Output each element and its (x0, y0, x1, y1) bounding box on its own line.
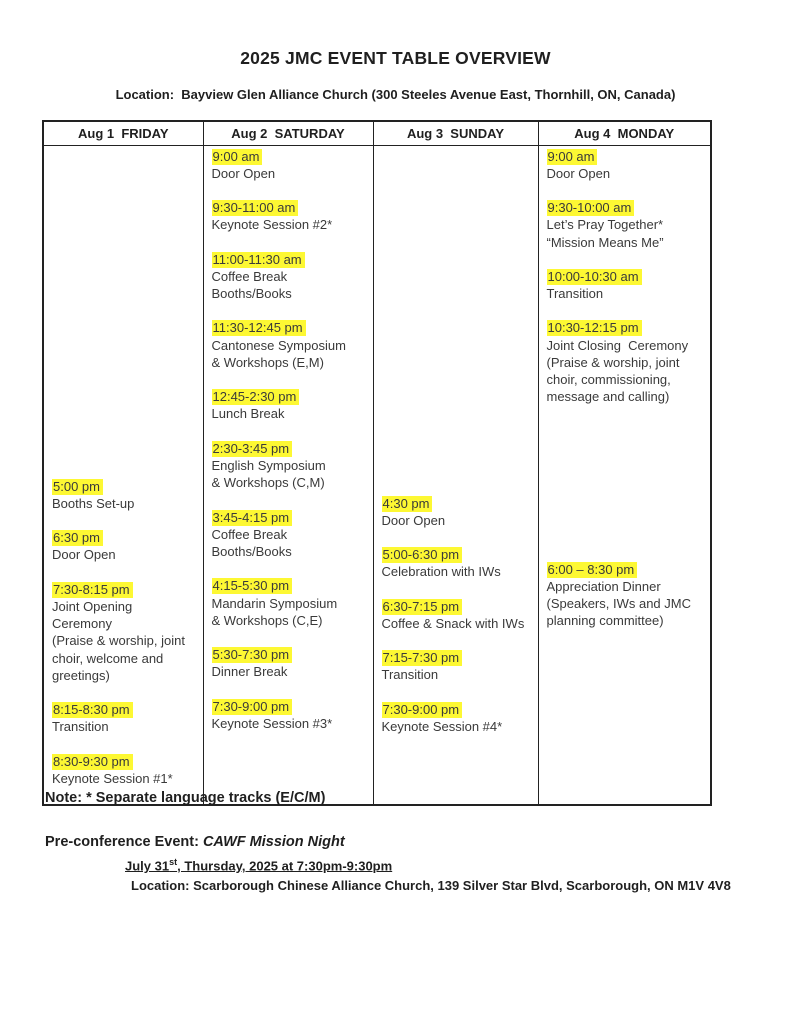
day-column-sunday (373, 145, 538, 805)
event-block (547, 319, 706, 405)
event-time-highlight: 9:00 am (212, 149, 263, 165)
event-block (547, 561, 706, 630)
preconference-heading (45, 834, 345, 850)
event-time-highlight: 8:30-9:30 pm (52, 754, 133, 770)
event-time-line (547, 561, 706, 578)
event-description-line: Door Open (546, 165, 611, 181)
event-time-line (382, 598, 533, 615)
event-block (547, 199, 706, 251)
event-time-line (382, 649, 533, 666)
event-block (212, 646, 368, 680)
event-block (212, 440, 368, 492)
preconference-label: Pre-conference Event: (45, 834, 203, 850)
event-block (382, 495, 533, 529)
event-time-line (212, 698, 368, 715)
event-description-line: & Workshops (C,E) (211, 612, 323, 628)
event-description-line: choir, commissioning, (546, 372, 671, 388)
event-time-highlight: 2:30-3:45 pm (212, 441, 293, 457)
table-body-row (43, 145, 711, 805)
event-time-highlight: 7:30-8:15 pm (52, 582, 133, 598)
event-location-line: Location: Bayview Glen Alliance Church (300 Steeles Avenue East, Thornhill, ON, Canada) (115, 87, 676, 102)
event-description-line: “Mission Means Me” (546, 234, 664, 250)
event-time-line (212, 319, 368, 336)
event-description-line: (Praise & worship, joint (546, 354, 680, 370)
event-block (52, 529, 198, 563)
event-block (212, 509, 368, 561)
event-block (382, 598, 533, 632)
event-time-highlight: 10:00-10:30 am (547, 269, 642, 285)
event-description-line: Transition (381, 667, 439, 683)
event-time-highlight: 4:30 pm (382, 496, 433, 512)
event-time-line (212, 251, 368, 268)
event-block (547, 268, 706, 302)
event-description-line: message and calling) (546, 389, 670, 405)
event-time-highlight: 4:15-5:30 pm (212, 578, 293, 594)
event-time-line (547, 319, 706, 336)
event-block (212, 388, 368, 422)
preconference-date-prefix: July 31 (125, 858, 170, 874)
preconference-event-name: CAWF Mission Night (202, 834, 345, 850)
event-description-line: (Speakers, IWs and JMC (546, 595, 691, 611)
event-time-highlight: 6:30 pm (52, 530, 103, 546)
event-description-line: Keynote Session #2* (211, 217, 333, 233)
event-block (212, 148, 368, 182)
event-time-highlight: 11:30-12:45 pm (212, 320, 306, 336)
event-description-line: Keynote Session #3* (211, 716, 333, 732)
column-header-friday: Aug 1 FRIDAY (43, 121, 203, 145)
event-description-line: Mandarin Symposium (211, 595, 338, 611)
event-description-line: Joint Closing Ceremony (546, 337, 689, 353)
event-time-line (212, 577, 368, 594)
event-block (52, 701, 198, 735)
event-time-highlight: 3:45-4:15 pm (212, 510, 293, 526)
event-time-line (52, 529, 198, 546)
page-title: 2025 JMC EVENT TABLE OVERVIEW (240, 48, 551, 68)
event-description-line: Coffee Break (211, 268, 288, 284)
event-time-line (382, 495, 533, 512)
preconference-location: Location: Scarborough Chinese Alliance Church, 139 Silver Star Blvd, Scarborough, ON M1V 4V8 (131, 878, 731, 893)
day-column-monday (538, 145, 711, 805)
event-time-highlight: 9:30-10:00 am (547, 200, 635, 216)
event-time-highlight: 10:30-12:15 pm (547, 320, 642, 336)
event-time-line (547, 199, 706, 216)
event-description-line: Appreciation Dinner (546, 578, 661, 594)
column-header-sunday: Aug 3 SUNDAY (373, 121, 538, 145)
event-description-line: Coffee & Snack with IWs (381, 615, 525, 631)
event-block (212, 577, 368, 629)
event-description-line: Transition (546, 286, 604, 302)
event-time-highlight: 7:15-7:30 pm (382, 650, 463, 666)
event-description-line: Booths/Books (211, 286, 292, 302)
event-description-line: greetings) (52, 667, 110, 683)
event-time-line (382, 546, 533, 563)
event-table (42, 120, 712, 806)
event-description-line: Booths Set-up (52, 495, 135, 511)
event-description-line: Joint Opening (52, 598, 133, 614)
note-line: Note: * Separate language tracks (E/C/M) (45, 790, 326, 806)
event-time-highlight: 9:30-11:00 am (212, 200, 299, 216)
event-time-highlight: 5:00-6:30 pm (382, 547, 463, 563)
event-time-line (52, 753, 198, 770)
event-time-line (212, 148, 368, 165)
event-description-line: Door Open (52, 547, 116, 563)
event-block (382, 546, 533, 580)
event-description-line: Celebration with IWs (381, 564, 501, 580)
event-description-line: Cantonese Symposium (211, 337, 346, 353)
preconference-date (125, 857, 392, 873)
event-time-line (547, 148, 706, 165)
event-time-line (52, 581, 198, 598)
event-time-line (212, 440, 368, 457)
event-block (52, 753, 198, 787)
event-description-line: Door Open (381, 512, 446, 528)
event-time-line (382, 701, 533, 718)
event-description-line: Coffee Break (211, 526, 288, 542)
event-time-highlight: 11:00-11:30 am (212, 252, 305, 268)
event-description-line: & Workshops (E,M) (211, 354, 324, 370)
preconference-date-rest: , Thursday, 2025 at 7:30pm-9:30pm (177, 858, 393, 874)
event-description-line: & Workshops (C,M) (211, 475, 325, 491)
event-description-line: Door Open (211, 165, 276, 181)
event-block (547, 148, 706, 182)
event-block (52, 581, 198, 684)
event-block (212, 199, 368, 233)
event-description-line: Lunch Break (211, 406, 285, 422)
event-block (212, 319, 368, 371)
event-time-highlight: 5:00 pm (52, 479, 103, 495)
event-description-line: planning committee) (546, 613, 664, 629)
event-time-line (212, 646, 368, 663)
event-description-line: (Praise & worship, joint (52, 633, 185, 649)
event-description-line: English Symposium (211, 458, 326, 474)
event-description-line: Dinner Break (211, 664, 288, 680)
event-time-line (212, 509, 368, 526)
event-time-line (212, 388, 368, 405)
event-time-highlight: 9:00 am (547, 149, 598, 165)
event-description-line: Ceremony (52, 616, 112, 632)
event-block (382, 701, 533, 735)
event-time-line (52, 478, 198, 495)
event-description-line: choir, welcome and (52, 650, 164, 666)
event-time-highlight: 12:45-2:30 pm (212, 389, 300, 405)
event-time-line (212, 199, 368, 216)
day-column-friday (43, 145, 203, 805)
event-block (212, 251, 368, 303)
event-block (382, 649, 533, 683)
day-column-saturday (203, 145, 373, 805)
event-time-highlight: 6:30-7:15 pm (382, 599, 463, 615)
event-block (52, 478, 198, 512)
event-time-highlight: 6:00 – 8:30 pm (547, 562, 638, 578)
event-time-highlight: 7:30-9:00 pm (382, 702, 463, 718)
event-time-highlight: 8:15-8:30 pm (52, 702, 133, 718)
preconference-date-ordinal: st (169, 857, 178, 867)
event-block (212, 698, 368, 732)
event-time-highlight: 7:30-9:00 pm (212, 699, 293, 715)
event-time-line (52, 701, 198, 718)
event-description-line: Keynote Session #4* (381, 719, 503, 735)
event-time-line (547, 268, 706, 285)
event-time-highlight: 5:30-7:30 pm (212, 647, 293, 663)
event-description-line: Booths/Books (211, 544, 292, 560)
event-description-line: Let’s Pray Together* (546, 217, 664, 233)
event-description-line: Keynote Session #1* (52, 770, 173, 786)
column-header-monday: Aug 4 MONDAY (538, 121, 711, 145)
column-header-saturday: Aug 2 SATURDAY (203, 121, 373, 145)
event-description-line: Transition (52, 719, 109, 735)
table-header-row (43, 121, 711, 145)
